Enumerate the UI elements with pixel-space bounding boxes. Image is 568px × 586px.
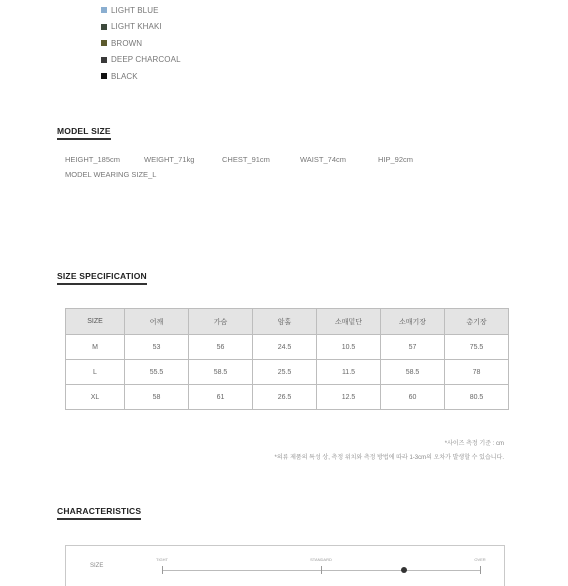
color-option [101, 52, 181, 69]
heading-underline [57, 138, 111, 140]
table-header-cell: 소매기장 [381, 309, 445, 335]
model-stats-row [65, 170, 485, 185]
color-swatch [101, 24, 107, 30]
model-height: HEIGHT_185cm [65, 155, 121, 164]
model-wearing-size: MODEL WEARING SIZE_L [65, 170, 157, 179]
characteristic-size-label: SIZE [90, 563, 104, 569]
table-header-cell: 가슴 [189, 309, 253, 335]
color-option [101, 68, 181, 85]
model-weight: WEIGHT_71kg [144, 155, 195, 164]
color-label: DEEP CHARCOAL [111, 55, 181, 65]
color-swatch [101, 7, 107, 13]
scale-label-left: TIGHT [156, 557, 168, 562]
model-stats-row [65, 155, 485, 170]
model-waist: WAIST_74cm [300, 155, 346, 164]
table-cell: 58.5 [189, 360, 253, 385]
size-notes [275, 437, 504, 465]
heading-underline [57, 518, 141, 520]
table-row [66, 335, 509, 360]
table-cell: 10.5 [317, 335, 381, 360]
table-header-cell: 총기장 [445, 309, 509, 335]
model-chest: CHEST_91cm [222, 155, 270, 164]
table-cell: 26.5 [253, 385, 317, 410]
color-swatch [101, 57, 107, 63]
model-size-title: MODEL SIZE [57, 126, 111, 136]
table-cell: 55.5 [125, 360, 189, 385]
table-header-row [66, 309, 509, 335]
table-cell: 24.5 [253, 335, 317, 360]
size-table [65, 308, 509, 410]
size-spec-title: SIZE SPECIFICATION [57, 271, 147, 281]
table-cell: 60 [381, 385, 445, 410]
table-header-cell: SIZE [66, 309, 125, 335]
scale-label-right: OVER [474, 557, 486, 562]
table-cell: 25.5 [253, 360, 317, 385]
table-cell: L [66, 360, 125, 385]
table-cell: 56 [189, 335, 253, 360]
table-cell: 58 [125, 385, 189, 410]
color-options [101, 2, 181, 85]
color-label: BROWN [111, 38, 143, 48]
scale-tick [480, 566, 481, 574]
scale-label-mid: STANDARD [310, 557, 332, 562]
heading-underline [57, 283, 147, 285]
table-cell: 78 [445, 360, 509, 385]
table-cell: 80.5 [445, 385, 509, 410]
color-option [101, 35, 181, 52]
color-label: LIGHT KHAKI [111, 22, 162, 32]
color-option [101, 19, 181, 36]
table-cell: XL [66, 385, 125, 410]
table-header-cell: 암홀 [253, 309, 317, 335]
size-note-unit: *사이즈 측정 기준 : cm [444, 441, 504, 447]
characteristics-box [65, 545, 505, 586]
characteristics-heading [57, 506, 141, 520]
table-header-cell: 소매밑단 [317, 309, 381, 335]
color-label: BLACK [111, 71, 138, 81]
color-swatch [101, 73, 107, 79]
size-note-tolerance: *의류 제품의 특성 상, 측정 위치와 측정 방법에 따라 1-3cm의 오차가 발생할 수 있습니다. [274, 455, 504, 461]
table-header-cell: 어깨 [125, 309, 189, 335]
size-spec-heading [57, 271, 147, 285]
table-row [66, 385, 509, 410]
color-label: LIGHT BLUE [111, 5, 159, 15]
model-size-heading [57, 126, 111, 140]
table-cell: 11.5 [317, 360, 381, 385]
scale-tick [162, 566, 163, 574]
table-cell: 12.5 [317, 385, 381, 410]
table-cell: 75.5 [445, 335, 509, 360]
model-stats [65, 155, 485, 185]
characteristics-title: CHARACTERISTICS [57, 506, 142, 516]
table-row [66, 360, 509, 385]
model-hip: HIP_92cm [378, 155, 414, 164]
table-cell: 57 [381, 335, 445, 360]
color-option [101, 2, 181, 19]
table-cell: M [66, 335, 125, 360]
scale-tick [321, 566, 322, 574]
table-cell: 61 [189, 385, 253, 410]
table-cell: 53 [125, 335, 189, 360]
color-swatch [101, 40, 107, 46]
table-cell: 58.5 [381, 360, 445, 385]
